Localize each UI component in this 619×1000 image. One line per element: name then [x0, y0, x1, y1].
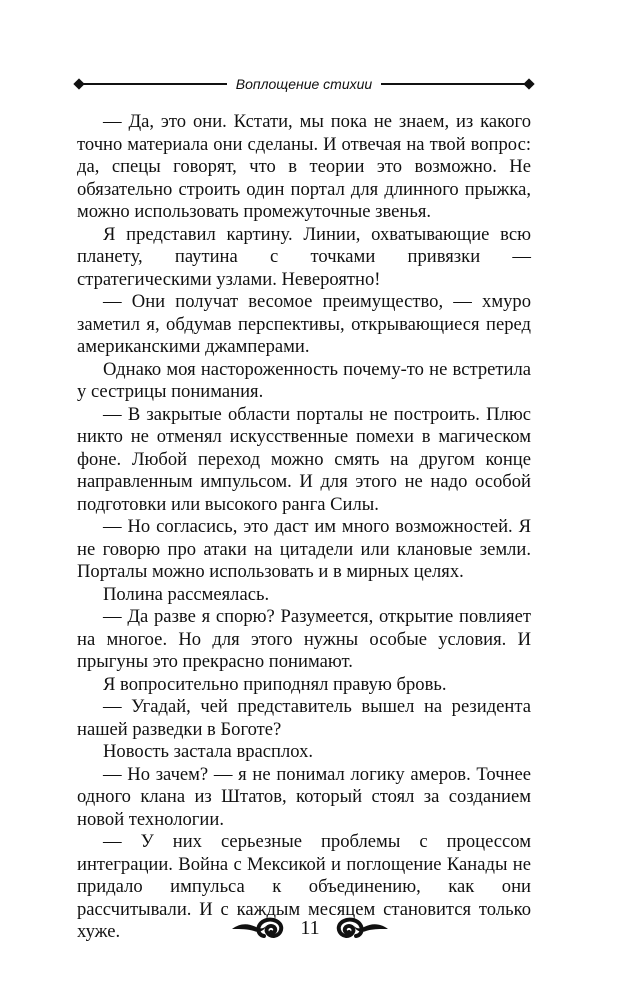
paragraph: Новость застала врасплох. — [103, 741, 314, 762]
paragraph: Я вопросительно приподнял правую бровь. — [103, 673, 447, 695]
paragraph: — Но зачем? — я не понимал логику амеров. Точнее одного клана из Штатов, который стоял за созданием новой технологии. — [77, 763, 531, 830]
paragraph: Я представил картину. Линии, охватывающие всю планету, паутина с точками привязки — стратегическими узлами. Невероятно! — [77, 223, 531, 290]
page-number: 11 — [300, 917, 320, 939]
running-head-title: Воплощение стихии — [235, 76, 373, 92]
paragraph: — Да, это они. Кстати, мы пока не знаем, из какого точно материала они сделаны. И отвечая на твой вопрос: да, спецы говорят, что в теории это возможно. Не обязательно строить один портал для длинного прыжка, можно использовать промежуточные звенья. — [77, 111, 531, 222]
paragraph: — В закрытые области порталы не построить. Плюс никто не отменял искусственные помехи в магическом фоне. Любой переход можно смять на другом конце направленным импульсом. И для этого не надо особой подготовки или высокого ранга Силы. — [77, 403, 531, 515]
paragraph: Однако моя настороженность почему-то не встретила у сестрицы понимания. — [77, 358, 531, 402]
page-folio — [230, 910, 390, 946]
paragraph: — Но согласись, это даст им много возможностей. Я не говорю про атаки на цитадели или клановые земли. Порталы можно использовать и в мирных целях. — [77, 516, 531, 582]
paragraph: — Они получат весомое преимущество, — хмуро заметил я, обдумав перспективы, открывающиеся перед американскими джамперами. — [77, 291, 531, 357]
rule-line-right — [381, 83, 527, 85]
paragraph: — Да разве я спорю? Разумеется, открытие повлияет на многое. Но для этого нужны особые условия. И прыгуны это прекрасно понимают. — [77, 606, 531, 672]
rule-line-left — [81, 83, 227, 85]
running-head — [75, 74, 533, 94]
paragraph: Полина рассмеялась. — [103, 583, 270, 605]
paragraph: — У них серьезные проблемы с процессом интеграции. Война с Мексикой и поглощение Канады не придало импульса к объединению, как они рассчитывали. И с каждым месяцем становится только хуже. — [77, 831, 531, 942]
body-text — [77, 111, 531, 944]
rule-diamond-right — [523, 78, 534, 89]
flourish-right-icon — [332, 914, 390, 940]
paragraph: — Угадай, чей представитель вышел на резидента нашей разведки в Боготе? — [77, 696, 531, 740]
